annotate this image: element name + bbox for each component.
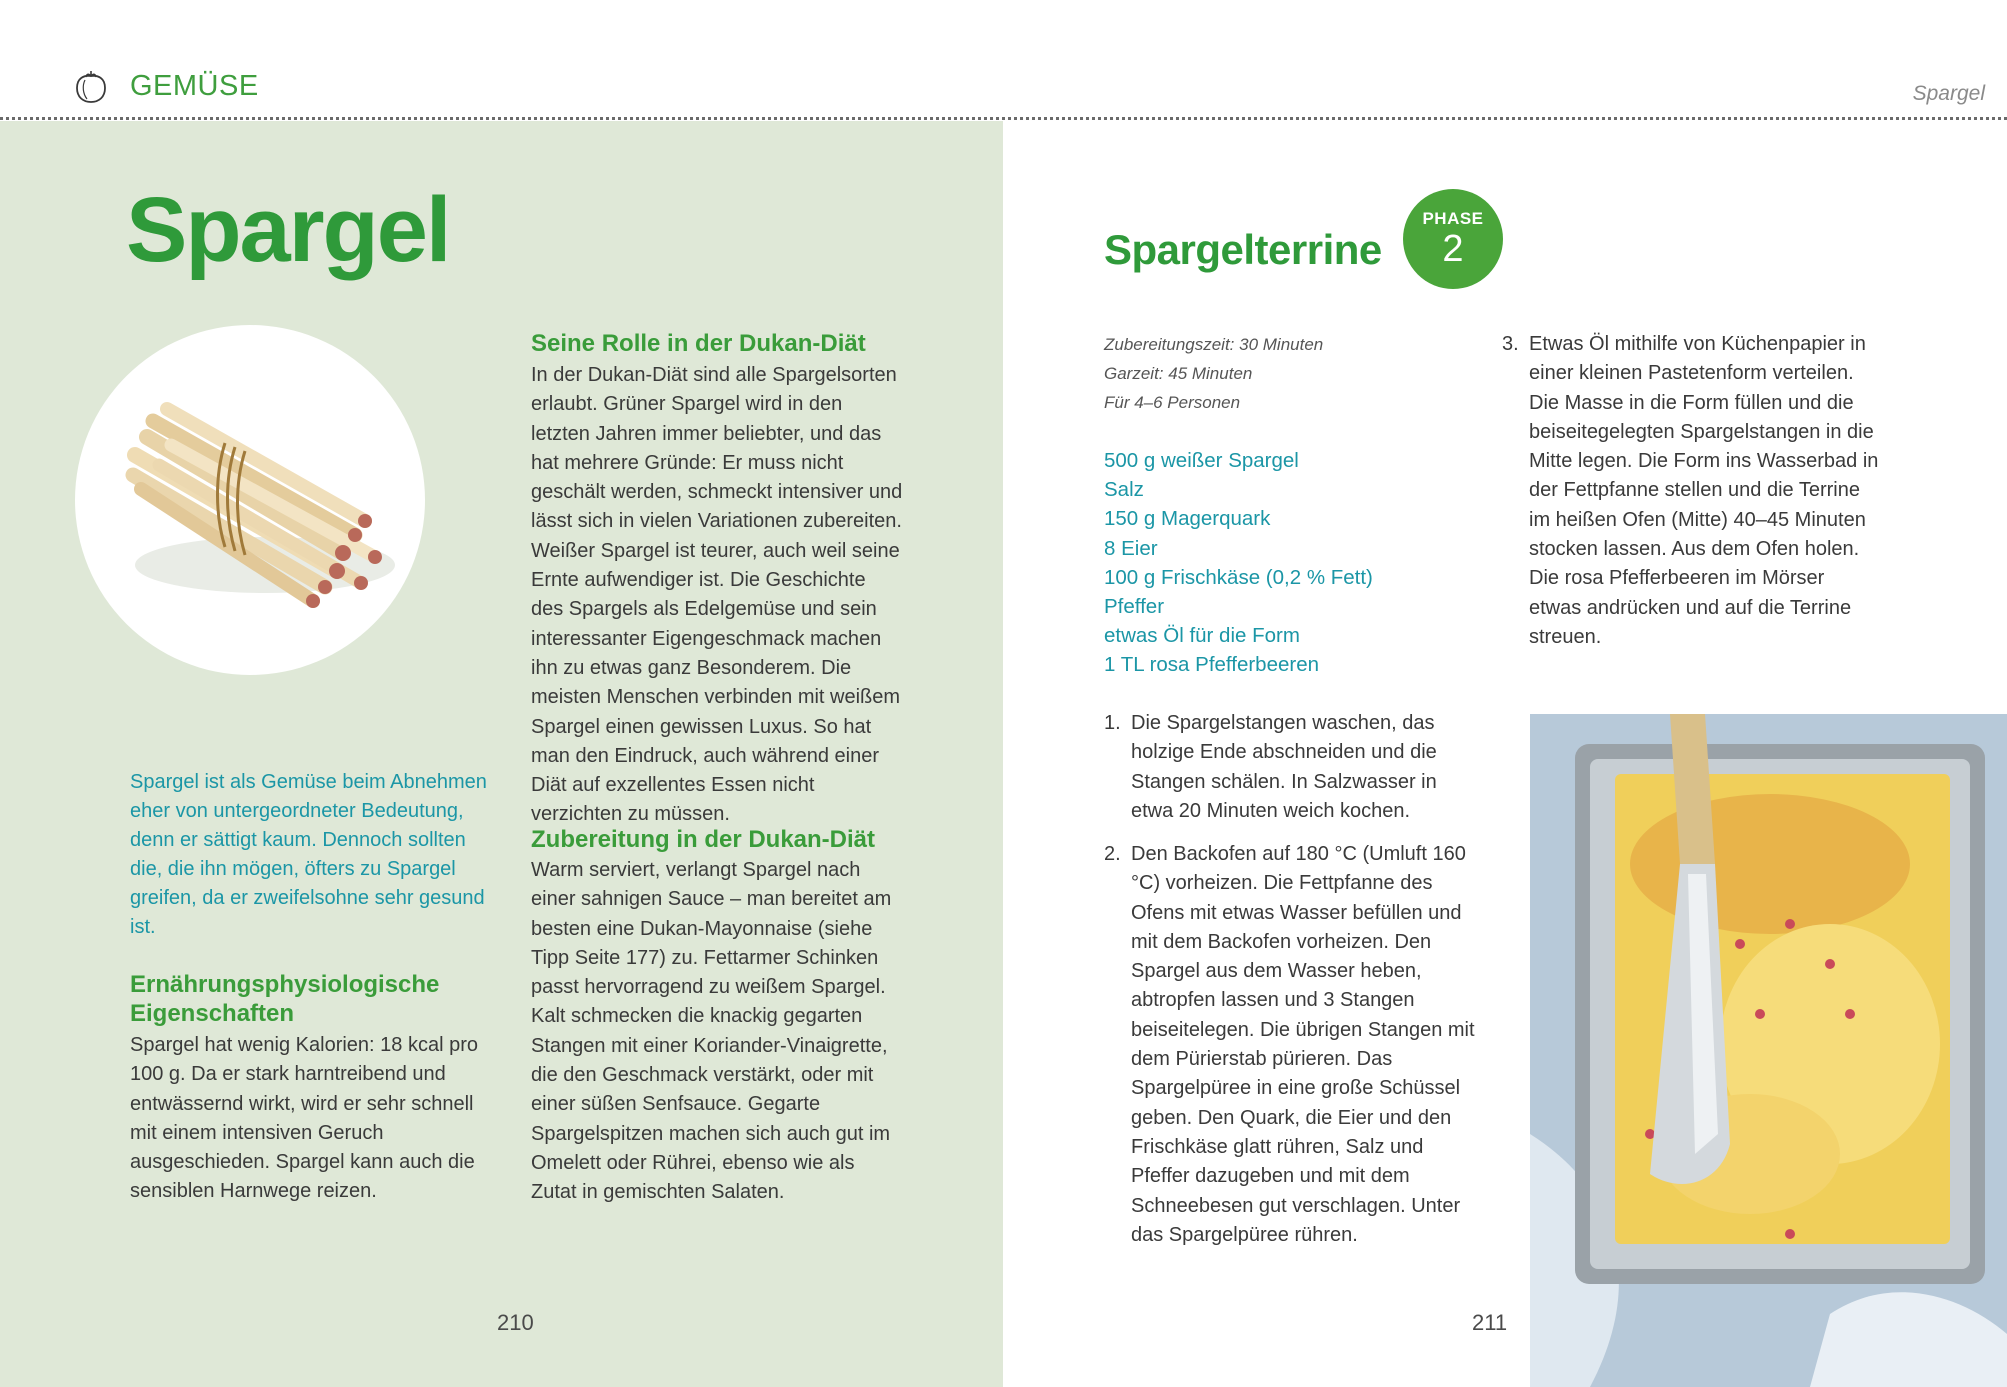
- recipe-step-1: [1104, 709, 1484, 826]
- cook-time: Garzeit: 45 Minuten: [1104, 364, 1253, 383]
- terrine-illustration: [1530, 714, 2007, 1387]
- ingredient-item: Salz: [1104, 478, 1144, 502]
- step-number: 1.: [1104, 712, 1121, 734]
- page-number-right: 211: [1472, 1310, 1508, 1335]
- ingredient-item: 500 g weißer Spargel: [1104, 449, 1299, 472]
- step-number: 3.: [1502, 333, 1519, 355]
- section-label: GEMÜSE: [130, 70, 259, 102]
- ingredient-item: 150 g Magerquark: [1104, 507, 1271, 531]
- ingredient-item: 8 Eier: [1104, 536, 1158, 560]
- asparagus-photo: [75, 325, 425, 675]
- nutrition-heading: Ernährungsphysiologische Eigenschaften: [130, 971, 440, 1027]
- asparagus-illustration: [75, 325, 425, 675]
- prep-time: Zubereitungszeit: 30 Minuten: [1104, 335, 1324, 354]
- phase-label: PHASE: [1422, 209, 1484, 228]
- ingredient-list: [1104, 446, 1373, 680]
- page-number-left: 210: [497, 1310, 534, 1335]
- phase-badge: [1403, 189, 1503, 289]
- running-title: Spargel: [1912, 82, 1985, 105]
- header-divider: [0, 117, 2007, 120]
- nutrition-text: Spargel hat wenig Kalorien: 18 kcal pro 100 g. Da er stark harntreibend und entwässernd wirkt, wird er sehr schnell mit einem intensiven Geruch ausgeschieden. Spargel kann auch die sensiblen Harnwege reizen.: [130, 1034, 478, 1203]
- preparation-text: Warm serviert, verlangt Spargel nach einer sahnigen Sauce – man bereitet am besten eine Dukan-Mayonnaise (siehe Tipp Seite 177) zu. Fettarmer Schinken passt hervorragend zu weißem Spargel. Kalt schmecken die knackig gegarten Stangen mit einer Koriander-Vinaigrette, die den Geschmack verstärkt, oder mit einer süßen Senfsauce. Gegarte Spargelspitzen machen sich auch gut im Omelett oder Rührei, ebenso wie als Zutat in gemischten Salaten.: [531, 859, 892, 1204]
- role-text: In der Dukan-Diät sind alle Spargelsorten erlaubt. Grüner Spargel wird in den letzten Jahren immer beliebter, und das hat mehrere Gründe: Er muss nicht geschält werden, schmeckt intensiver und lässt sich in vielen Variationen zubereiten. Weißer Spargel ist teurer, auch weil seine Ernte aufwendiger ist. Die Geschichte des Spargels als Edelgemüse und sein interessanter Eigengeschmack machen ihn zu etwas ganz Besonderem. Die meisten Menschen verbinden mit weißem Spargel einen gewissen Luxus. So hat man den Eindruck, auch während einer Diät auf exzellentes Essen nicht verzichten zu müssen.: [531, 364, 903, 826]
- step-text: Etwas Öl mithilfe von Küchenpapier in einer kleinen Pastetenform verteilen. Die Masse in die Form füllen und die beiseitegelegten Spargelstangen in die Mitte legen. Die Form ins Wasserbad in der Fettpfanne stellen und die Terrine im heißen Ofen (Mitte) 40–45 Minuten stocken lassen. Aus dem Ofen holen. Die rosa Pfefferbeeren im Mörser etwas andrücken und auf die Terrine streuen.: [1529, 333, 1879, 648]
- intro-text: Spargel ist als Gemüse beim Abnehmen eher von untergeordneter Bedeutung, denn er sättigt kaum. Dennoch sollten die, die ihn mögen, öfters zu Spargel greifen, da er zweifelsohne sehr gesund ist.: [130, 771, 487, 938]
- ingredient-item: 100 g Frischkäse (0,2 % Fett): [1104, 565, 1373, 589]
- terrine-photo: [1530, 714, 2007, 1387]
- recipe-step-2: [1104, 840, 1484, 1250]
- recipe-title: Spargelterrine: [1104, 226, 1382, 273]
- tomato-icon: [72, 68, 110, 106]
- role-heading: Seine Rolle in der Dukan-Diät: [531, 330, 866, 357]
- step-text: Den Backofen auf 180 °C (Umluft 160 °C) vorheizen. Die Fettpfanne des Ofens mit etwas Wasser befüllen und mit dem Backofen vorheizen. Den Spargel aus dem Wasser heben, abtropfen lassen und 3 Stangen beiseitelegen. Die übrigen Stangen mit dem Pürierstab pürieren. Das Spargelpüree in eine große Schüssel geben. Den Quark, die Eier und den Frischkäse glatt rühren, Salz und Pfeffer dazugeben und mit dem Schneebesen gut verschlagen. Unter das Spargelpüree rühren.: [1131, 843, 1475, 1246]
- ingredient-item: 1 TL rosa Pfefferbeeren: [1104, 653, 1320, 677]
- recipe-step-3: [1502, 330, 1882, 652]
- step-text: Die Spargelstangen waschen, das holzige Ende abschneiden und die Stangen schälen. In Salzwasser in etwa 20 Minuten weich kochen.: [1131, 712, 1437, 822]
- preparation-heading: Zubereitung in der Dukan-Diät: [531, 826, 876, 853]
- ingredient-item: Pfeffer: [1104, 595, 1165, 619]
- phase-number: 2: [1442, 228, 1464, 270]
- step-number: 2.: [1104, 843, 1121, 865]
- ingredient-item: etwas Öl für die Form: [1104, 624, 1300, 648]
- page-title: Spargel: [126, 179, 450, 281]
- servings: Für 4–6 Personen: [1104, 393, 1241, 412]
